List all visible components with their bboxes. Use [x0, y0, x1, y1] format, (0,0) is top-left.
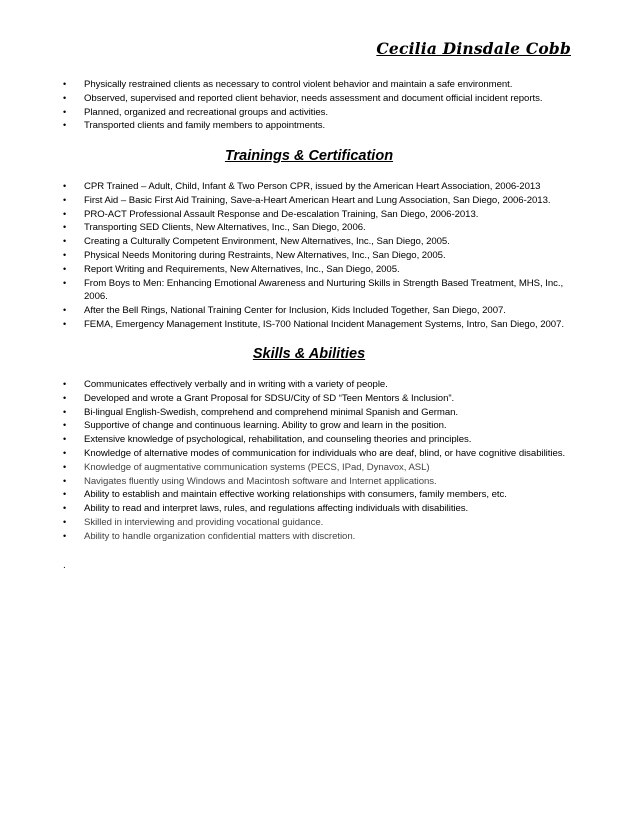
list-item-text: From Boys to Men: Enhancing Emotional Awareness and Nurturing Skills in Strength Based Treatment, MHS, Inc., 2006.	[84, 277, 564, 303]
bullet-icon: •	[63, 106, 67, 117]
list-item	[0, 392, 572, 406]
list-item-text: Communicates effectively verbally and in writing with a variety of people.	[84, 379, 388, 390]
bullet-icon: •	[63, 434, 67, 445]
list-item	[0, 378, 572, 392]
list-item-text: Navigates fluently using Windows and Macintosh software and Internet applications.	[84, 475, 437, 487]
list-item-text: Ability to establish and maintain effective working relationships with consumers, family members, etc.	[84, 489, 507, 501]
list-item	[0, 92, 572, 106]
bullet-icon: •	[63, 516, 67, 527]
bullet-icon: •	[63, 379, 67, 389]
list-item	[0, 78, 572, 92]
bullet-icon: •	[63, 447, 67, 458]
bullet-icon: •	[63, 249, 67, 260]
list-item-text: Transporting SED Clients, New Alternatives, Inc., San Diego, 2006.	[84, 222, 366, 234]
list-item-text: Report Writing and Requirements, New Alternatives, Inc., San Diego, 2005.	[84, 263, 400, 275]
list-item	[0, 119, 572, 133]
list-item-text: Ability to read and interpret laws, rules, and regulations affecting individuals with disabilities.	[84, 503, 469, 515]
list-item-text: Physical Needs Monitoring during Restraints, New Alternatives, Inc., San Diego, 2005.	[84, 249, 446, 261]
list-item	[0, 419, 572, 433]
list-item	[0, 263, 572, 277]
bullet-icon: •	[63, 79, 67, 89]
list-item-text: Supportive of change and continuous learning. Ability to grow and learn in the position.	[84, 420, 447, 432]
list-item-text: Skilled in interviewing and providing vocational guidance.	[84, 516, 324, 528]
list-item	[0, 461, 572, 475]
list-item	[0, 277, 572, 305]
trainings-list	[0, 180, 572, 332]
bullet-icon: •	[63, 530, 67, 541]
bullet-icon: •	[63, 120, 67, 131]
bullet-icon: •	[63, 277, 67, 288]
list-item	[0, 304, 572, 318]
trailing-period: .	[63, 560, 66, 571]
list-item-text: Extensive knowledge of psychological, rehabilitation, and counseling theories and principles.	[84, 434, 472, 446]
bullet-icon: •	[63, 318, 67, 329]
list-item-text: Physically restrained clients as necessary to control violent behavior and maintain a safe environment.	[84, 79, 513, 90]
list-item	[0, 475, 572, 489]
bullet-icon: •	[63, 420, 67, 431]
list-item	[0, 530, 572, 544]
bullet-icon: •	[63, 475, 67, 486]
list-item	[0, 106, 572, 120]
list-item	[0, 249, 572, 263]
list-item-text: Bi-lingual English-Swedish, comprehend and comprehend minimal Spanish and German.	[84, 406, 459, 418]
list-item	[0, 208, 572, 222]
bullet-icon: •	[63, 236, 67, 247]
list-item	[0, 406, 572, 420]
bullet-icon: •	[63, 305, 67, 316]
list-item-text: Observed, supervised and reported client behavior, needs assessment and document official incident reports.	[84, 92, 543, 104]
list-item-text: FEMA, Emergency Management Institute, IS-700 National Incident Management Systems, Intro, San Diego, 2007.	[84, 318, 564, 330]
list-item-text: Knowledge of augmentative communication systems (PECS, IPad, Dynavox, ASL)	[84, 461, 430, 473]
list-item	[0, 516, 572, 530]
bullet-icon: •	[63, 489, 67, 500]
bullet-icon: •	[63, 208, 67, 219]
list-item-text: After the Bell Rings, National Training Center for Inclusion, Kids Included Together, San Diego, 2007.	[84, 305, 506, 317]
list-item-text: Ability to handle organization confidential matters with discretion.	[84, 530, 356, 542]
list-item	[0, 488, 572, 502]
list-item-text: Creating a Culturally Competent Environment, New Alternatives, Inc., San Diego, 2005.	[84, 236, 450, 248]
bullet-icon: •	[63, 194, 67, 205]
list-item	[0, 433, 572, 447]
list-item-text: PRO-ACT Professional Assault Response and De-escalation Training, San Diego, 2006-2013.	[84, 208, 479, 220]
bullet-icon: •	[63, 461, 67, 472]
list-item-text: First Aid – Basic First Aid Training, Save-a-Heart American Heart and Lung Association, San Diego, 2006-2013.	[84, 194, 551, 206]
bullet-icon: •	[63, 222, 67, 233]
skills-section-title: Skills & Abilities	[252, 346, 366, 362]
bullet-icon: •	[63, 406, 67, 417]
list-item-text: Knowledge of alternative modes of communication for individuals who are deaf, blind, or have cognitive disabilities.	[84, 447, 566, 459]
list-item	[0, 318, 572, 332]
list-item-text: Planned, organized and recreational groups and activities.	[84, 106, 329, 118]
list-item	[0, 235, 572, 249]
bullet-icon: •	[63, 392, 67, 403]
bullet-icon: •	[63, 181, 67, 191]
list-item-text: Transported clients and family members to appointments.	[84, 120, 326, 132]
candidate-name: Cecilia Dinsdale Cobb	[376, 39, 571, 58]
list-item	[0, 180, 572, 194]
trainings-section-title: Trainings & Certification	[224, 148, 394, 164]
list-item-text: Developed and wrote a Grant Proposal for SDSU/City of SD “Teen Mentors & Inclusion”.	[84, 392, 455, 404]
list-item	[0, 221, 572, 235]
bullet-icon: •	[63, 263, 67, 274]
list-item	[0, 502, 572, 516]
skills-list	[0, 378, 572, 544]
bullet-icon: •	[63, 503, 67, 514]
list-item	[0, 194, 572, 208]
bullet-icon: •	[63, 92, 67, 103]
list-item	[0, 447, 572, 461]
experience-bullet-list	[0, 78, 572, 133]
list-item-text: CPR Trained – Adult, Child, Infant & Two Person CPR, issued by the American Heart Association, 2006-2013	[84, 181, 541, 192]
